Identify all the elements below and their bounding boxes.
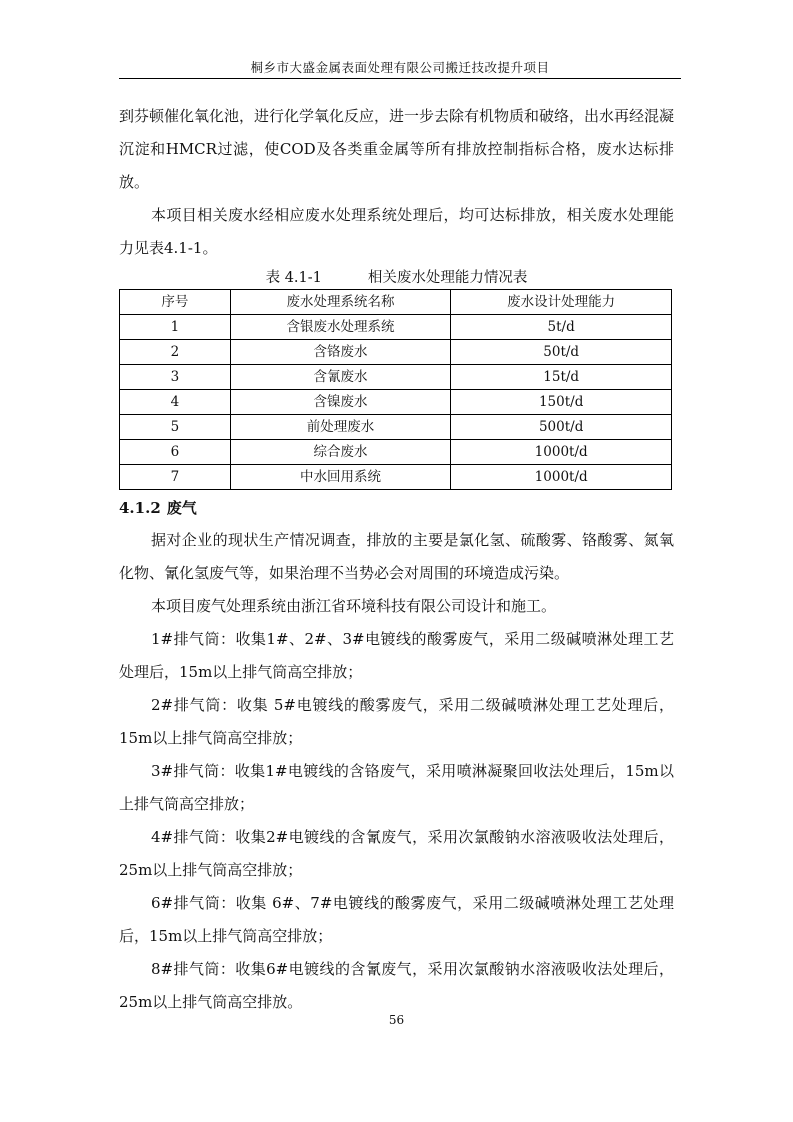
table-cell: 15t/d bbox=[451, 365, 672, 390]
paragraph: 4#排气筒：收集2#电镀线的含氰废气，采用次氯酸钠水溶液吸收法处理后，25m以上排气筒高空排放； bbox=[119, 828, 674, 879]
paragraph: 1#排气筒：收集1#、2#、3#电镀线的酸雾废气，采用二级碱喷淋处理工艺处理后，15m以上排气筒高空排放； bbox=[119, 630, 674, 681]
paragraph: 本项目相关废水经相应废水处理系统处理后，均可达标排放，相关废水处理能力见表4.1-1。 bbox=[119, 206, 674, 257]
header-rule bbox=[119, 78, 681, 79]
paragraph: 2#排气筒：收集 5#电镀线的酸雾废气，采用二级碱喷淋处理工艺处理后，15m以上排气筒高空排放； bbox=[119, 696, 674, 747]
paragraph: 3#排气筒：收集1#电镀线的含铬废气，采用喷淋凝聚回收法处理后，15m以上排气筒高空排放； bbox=[119, 762, 674, 813]
page-body bbox=[119, 100, 674, 1019]
table-cell: 1000t/d bbox=[451, 440, 672, 465]
table-cell: 500t/d bbox=[451, 415, 672, 440]
table-cell: 含镍废水 bbox=[230, 390, 451, 415]
table-cell: 5 bbox=[120, 415, 231, 440]
table-cell: 4 bbox=[120, 390, 231, 415]
section-number: 4.1.2 bbox=[119, 499, 161, 517]
table-row bbox=[120, 315, 672, 340]
table-caption bbox=[119, 267, 674, 289]
table-row bbox=[120, 340, 672, 365]
wastewater-capacity-table bbox=[119, 289, 672, 490]
table-row bbox=[120, 415, 672, 440]
table-cell: 2 bbox=[120, 340, 231, 365]
paragraph: 据对企业的现状生产情况调查，排放的主要是氯化氢、硫酸雾、铬酸雾、氮氧化物、氰化氢废气等，如果治理不当势必会对周围的环境造成污染。 bbox=[119, 531, 674, 582]
table-caption-title: 相关废水处理能力情况表 bbox=[367, 270, 528, 286]
table-cell: 1000t/d bbox=[451, 465, 672, 490]
running-header: 桐乡市大盛金属表面处理有限公司搬迁技改提升项目 bbox=[250, 60, 550, 75]
table-cell: 5t/d bbox=[451, 315, 672, 340]
section-title: 废气 bbox=[166, 499, 197, 517]
section-heading bbox=[119, 492, 674, 524]
column-header: 废水设计处理能力 bbox=[451, 290, 672, 315]
table-cell: 50t/d bbox=[451, 340, 672, 365]
table-row bbox=[120, 390, 672, 415]
table-cell: 1 bbox=[120, 315, 231, 340]
paragraph: 8#排气筒：收集6#电镀线的含氰废气，采用次氯酸钠水溶液吸收法处理后，25m以上排气筒高空排放。 bbox=[119, 960, 674, 1011]
paragraph: 本项目废气处理系统由浙江省环境科技有限公司设计和施工。 bbox=[151, 597, 557, 615]
table-header-row bbox=[120, 290, 672, 315]
table-caption-number: 表 4.1-1 bbox=[265, 270, 322, 286]
column-header: 废水处理系统名称 bbox=[230, 290, 451, 315]
table-cell: 3 bbox=[120, 365, 231, 390]
column-header: 序号 bbox=[120, 290, 231, 315]
table-row bbox=[120, 440, 672, 465]
table-cell: 综合废水 bbox=[230, 440, 451, 465]
page-number: 56 bbox=[388, 1013, 405, 1027]
paragraph: 6#排气筒：收集 6#、7#电镀线的酸雾废气，采用二级碱喷淋处理工艺处理后，15m以上排气筒高空排放； bbox=[119, 894, 674, 945]
table-cell: 6 bbox=[120, 440, 231, 465]
table-row bbox=[120, 465, 672, 490]
table-row bbox=[120, 365, 672, 390]
table-cell: 150t/d bbox=[451, 390, 672, 415]
table-cell: 前处理废水 bbox=[230, 415, 451, 440]
table-cell: 7 bbox=[120, 465, 231, 490]
table-cell: 含氰废水 bbox=[230, 365, 451, 390]
table-cell: 中水回用系统 bbox=[230, 465, 451, 490]
paragraph: 到芬顿催化氧化池，进行化学氧化反应，进一步去除有机物质和破络，出水再经混凝沉淀和HMCR过滤，使COD及各类重金属等所有排放控制指标合格，废水达标排放。 bbox=[119, 107, 675, 191]
table-cell: 含银废水处理系统 bbox=[230, 315, 451, 340]
table-cell: 含铬废水 bbox=[230, 340, 451, 365]
